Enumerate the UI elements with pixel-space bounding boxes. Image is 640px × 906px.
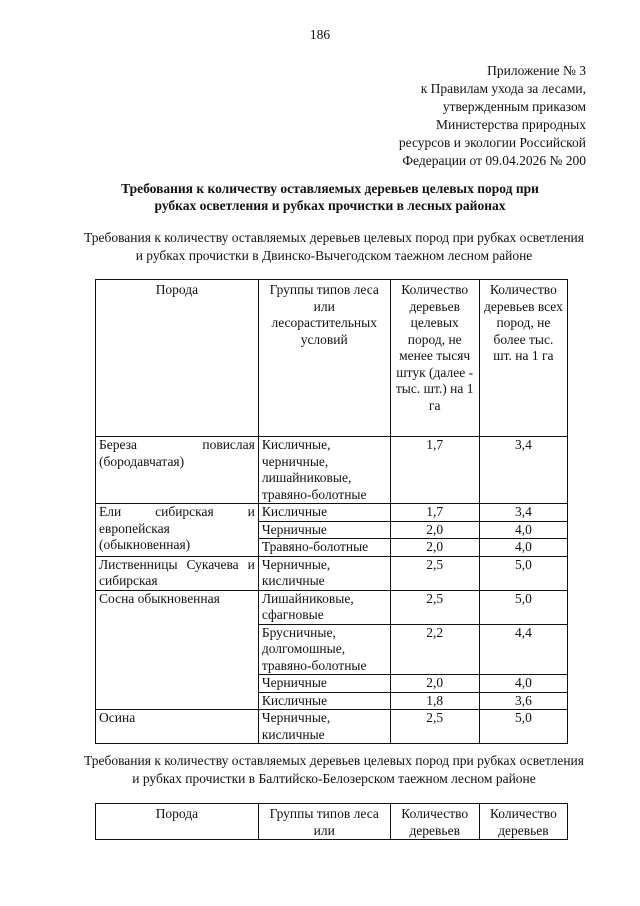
min-count-cell: 2,5 <box>390 590 479 624</box>
table-row <box>96 437 568 504</box>
appendix-line: Федерации от 09.04.2026 № 200 <box>402 153 586 168</box>
max-count-cell: 5,0 <box>479 556 567 590</box>
appendix-line: к Правилам ухода за лесами, <box>420 81 586 96</box>
min-count-cell: 1,7 <box>390 504 479 522</box>
min-count-cell: 2,5 <box>390 710 479 744</box>
max-count-cell: 4,0 <box>479 675 567 693</box>
min-count-cell: 2,2 <box>390 624 479 675</box>
appendix-line: Приложение № 3 <box>487 63 586 78</box>
header-forest-group: Группы типов леса или <box>258 804 390 840</box>
forest-group-cell: Черничные, кисличные <box>258 710 390 744</box>
min-count-cell: 2,0 <box>390 675 479 693</box>
min-count-cell: 1,8 <box>390 692 479 710</box>
forest-group-cell: Кисличные <box>258 692 390 710</box>
table-row <box>96 590 568 624</box>
species-cell: Ели сибирская и европейская (обыкновенная) <box>96 504 259 557</box>
header-max-count: Количество деревьев <box>479 804 567 840</box>
section-1-heading: Требования к количеству оставляемых деревьев целевых пород при рубках осветления и рубках прочистки в Двинско-Вычегодском таежном лесном районе <box>84 230 584 263</box>
document-title-line: Требования к количеству оставляемых деревьев целевых пород при <box>121 181 539 196</box>
forest-group-cell: Кисличные, черничные, лишайниковые, травяно-болотные <box>258 437 390 504</box>
forest-group-cell: Кисличные <box>258 504 390 522</box>
forest-group-cell: Черничные, кисличные <box>258 556 390 590</box>
section-2-heading: Требования к количеству оставляемых деревьев целевых пород при рубках осветления и рубках прочистки в Балтийско-Белозерском таежном лесном районе <box>84 753 584 786</box>
forest-group-cell: Черничные <box>258 521 390 539</box>
header-max-count: Количество деревьев всех пород, не более тыс. шт. на 1 га <box>479 280 567 437</box>
appendix-line: Министерства природных <box>436 117 586 132</box>
forest-group-cell: Брусничные, долгомошные, травяно-болотные <box>258 624 390 675</box>
max-count-cell: 3,4 <box>479 504 567 522</box>
header-species: Порода <box>96 804 259 840</box>
min-count-cell: 2,0 <box>390 521 479 539</box>
appendix-block <box>346 62 586 170</box>
max-count-cell: 5,0 <box>479 590 567 624</box>
header-min-count: Количество деревьев целевых пород, не менее тысяч штук (далее - тыс. шт.) на 1 га <box>390 280 479 437</box>
appendix-line: ресурсов и экологии Российской <box>398 135 586 150</box>
min-count-cell: 2,5 <box>390 556 479 590</box>
document-title-line: рубках осветления и рубках прочистки в лесных районах <box>154 198 506 213</box>
forest-group-cell: Лишайниковые, сфагновые <box>258 590 390 624</box>
page-number: 186 <box>309 27 331 42</box>
table-header-row <box>96 280 568 437</box>
requirements-table-1 <box>95 279 568 744</box>
header-species: Порода <box>96 280 259 437</box>
header-min-count: Количество деревьев <box>390 804 479 840</box>
table-row <box>96 710 568 744</box>
forest-group-cell: Травяно-болотные <box>258 539 390 557</box>
min-count-cell: 1,7 <box>390 437 479 504</box>
table-header-row <box>96 804 568 840</box>
table-row <box>96 556 568 590</box>
max-count-cell: 4,4 <box>479 624 567 675</box>
max-count-cell: 5,0 <box>479 710 567 744</box>
species-cell: Сосна обыкновенная <box>96 590 259 710</box>
min-count-cell: 2,0 <box>390 539 479 557</box>
species-cell: Береза повислая (бородавчатая) <box>96 437 259 504</box>
max-count-cell: 4,0 <box>479 521 567 539</box>
appendix-line: утвержденным приказом <box>442 99 586 114</box>
max-count-cell: 3,4 <box>479 437 567 504</box>
max-count-cell: 3,6 <box>479 692 567 710</box>
table-row <box>96 504 568 522</box>
forest-group-cell: Черничные <box>258 675 390 693</box>
species-cell: Лиственницы Сукачева и сибирская <box>96 556 259 590</box>
requirements-table-2 <box>95 803 568 840</box>
document-title <box>100 180 560 214</box>
species-cell: Осина <box>96 710 259 744</box>
max-count-cell: 4,0 <box>479 539 567 557</box>
header-forest-group: Группы типов леса или лесорастительных условий <box>258 280 390 437</box>
